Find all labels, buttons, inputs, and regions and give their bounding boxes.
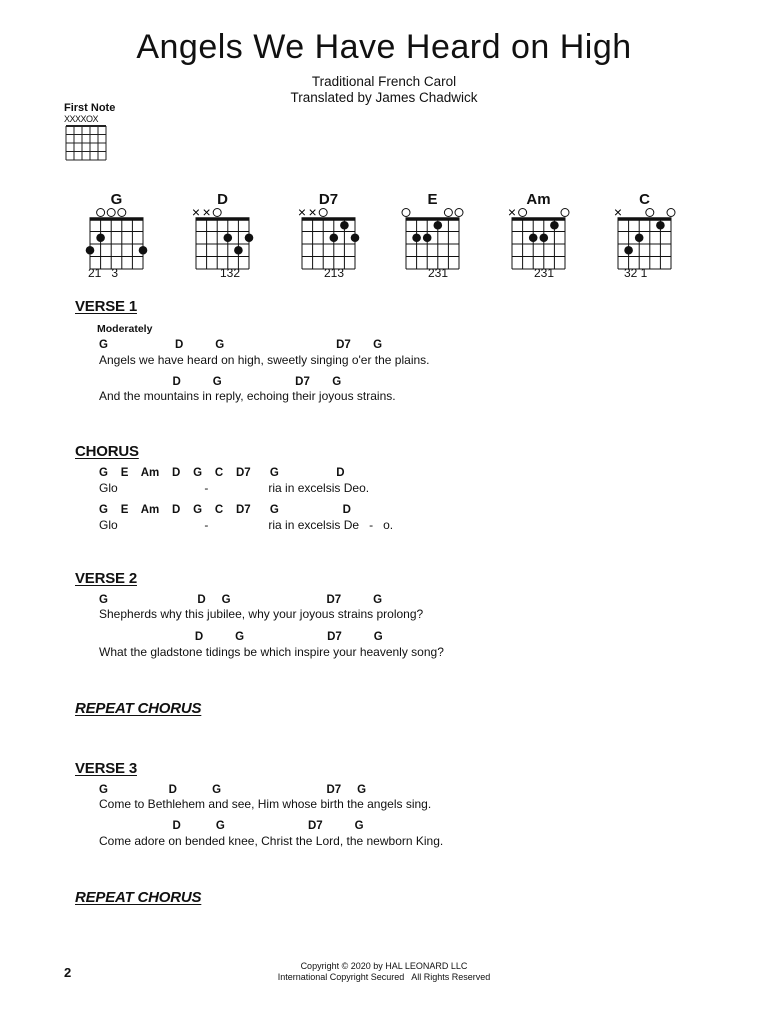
chord-fingering-e: 231: [428, 266, 449, 280]
repeat-chorus-2: REPEAT CHORUS: [75, 889, 202, 906]
verse-2-lyric-line-1: Shepherds why this jubilee, why your joyous strains prolong?: [99, 607, 424, 621]
chord-name-g: G: [110, 191, 123, 208]
verse-1-lyric-line-1: Angels we have heard on high, sweetly singing o'er the plains.: [99, 353, 430, 367]
tempo-marking: Moderately: [97, 323, 153, 335]
finger-dot: [412, 233, 421, 242]
open-string-marker: [444, 209, 452, 217]
verse-3-heading: VERSE 3: [75, 760, 137, 777]
muted-string-marker: ×: [202, 204, 211, 220]
copyright-line-2: International Copyright Secured All Rights Reserved: [277, 972, 491, 982]
translator-credit: Translated by James Chadwick: [290, 90, 478, 105]
chorus-lyric-line-1: Glo - ria in excelsis Deo.: [99, 481, 370, 495]
finger-dot: [86, 246, 95, 255]
finger-dot: [245, 233, 254, 242]
open-string-marker: [118, 209, 126, 217]
chord-name-d7: D7: [318, 191, 339, 208]
open-string-marker: [667, 209, 675, 217]
verse-3-chords-line-2: D G D7 G: [99, 820, 364, 832]
finger-dot: [423, 233, 432, 242]
verse-3-lyric-line-2: Come adore on bended knee, Christ the Lord, the newborn King.: [99, 834, 444, 848]
finger-dot: [550, 221, 559, 230]
chord-fingering-am: 231: [534, 266, 555, 280]
chorus-chords-line-2: G E Am D G C D7 G D: [99, 504, 351, 516]
open-string-marker: [213, 209, 221, 217]
chorus-lyric-line-2: Glo - ria in excelsis De - o.: [99, 518, 394, 532]
open-string-marker: [402, 209, 410, 217]
chord-fingering-g: 21 3: [88, 266, 119, 280]
finger-dot: [656, 221, 665, 230]
repeat-chorus-1: REPEAT CHORUS: [75, 700, 202, 717]
open-string-marker: [107, 209, 115, 217]
first-note-label: First Note: [64, 102, 116, 114]
song-title: Angels We Have Heard on High: [136, 28, 632, 66]
muted-string-marker: ×: [297, 204, 307, 220]
finger-dot: [96, 233, 105, 242]
finger-dot: [624, 246, 633, 255]
finger-dot: [529, 233, 538, 242]
open-string-marker: [319, 209, 327, 217]
verse-2-heading: VERSE 2: [75, 570, 137, 587]
muted-string-marker: ×: [507, 204, 517, 220]
verse-1-heading: VERSE 1: [75, 298, 137, 315]
finger-dot: [351, 233, 360, 242]
chord-fingering-c: 32 1: [624, 266, 648, 280]
finger-dot: [224, 233, 233, 242]
copyright-line-1: Copyright © 2020 by HAL LEONARD LLC: [300, 961, 468, 971]
open-string-marker: [97, 209, 105, 217]
chord-name-d: D: [217, 191, 228, 208]
finger-dot: [540, 233, 549, 242]
chord-name-am: Am: [526, 191, 551, 208]
first-note-string-markers: XXXXOX: [64, 114, 99, 124]
chord-name-c: C: [639, 191, 650, 208]
finger-dot: [139, 246, 148, 255]
chorus-heading: CHORUS: [75, 443, 139, 460]
verse-2-chords-line-2: D G D7 G: [99, 631, 383, 643]
verse-2-chords-line-1: G D G D7 G: [99, 594, 383, 606]
chord-name-e: E: [427, 191, 438, 208]
open-string-marker: [519, 209, 527, 217]
finger-dot: [340, 221, 349, 230]
verse-2-lyric-line-2: What the gladstone tidings be which inspire your heavenly song?: [99, 645, 444, 659]
page-number: 2: [64, 965, 72, 980]
muted-string-marker: ×: [308, 204, 317, 220]
composer-credit: Traditional French Carol: [311, 74, 457, 89]
chorus-chords-line-1: G E Am D G C D7 G D: [99, 467, 345, 479]
verse-1-chords-line-2: D G D7 G: [99, 376, 342, 388]
verse-1-chords-line-1: G D G D7 G: [99, 339, 383, 351]
finger-dot: [635, 233, 644, 242]
first-note-grid: [66, 126, 108, 162]
verse-3-lyric-line-1: Come to Bethlehem and see, Him whose birth the angels sing.: [99, 797, 432, 811]
chord-fingering-d: 132: [220, 266, 241, 280]
open-string-marker: [561, 209, 569, 217]
verse-1-lyric-line-2: And the mountains in reply, echoing their joyous strains.: [99, 389, 396, 403]
open-string-marker: [646, 209, 654, 217]
finger-dot: [234, 246, 243, 255]
verse-3-chords-line-1: G D G D7 G: [99, 784, 367, 796]
muted-string-marker: ×: [191, 204, 201, 220]
open-string-marker: [455, 209, 463, 217]
muted-string-marker: ×: [613, 204, 623, 220]
finger-dot: [434, 221, 443, 230]
chord-fingering-d7: 213: [324, 266, 345, 280]
finger-dot: [330, 233, 339, 242]
